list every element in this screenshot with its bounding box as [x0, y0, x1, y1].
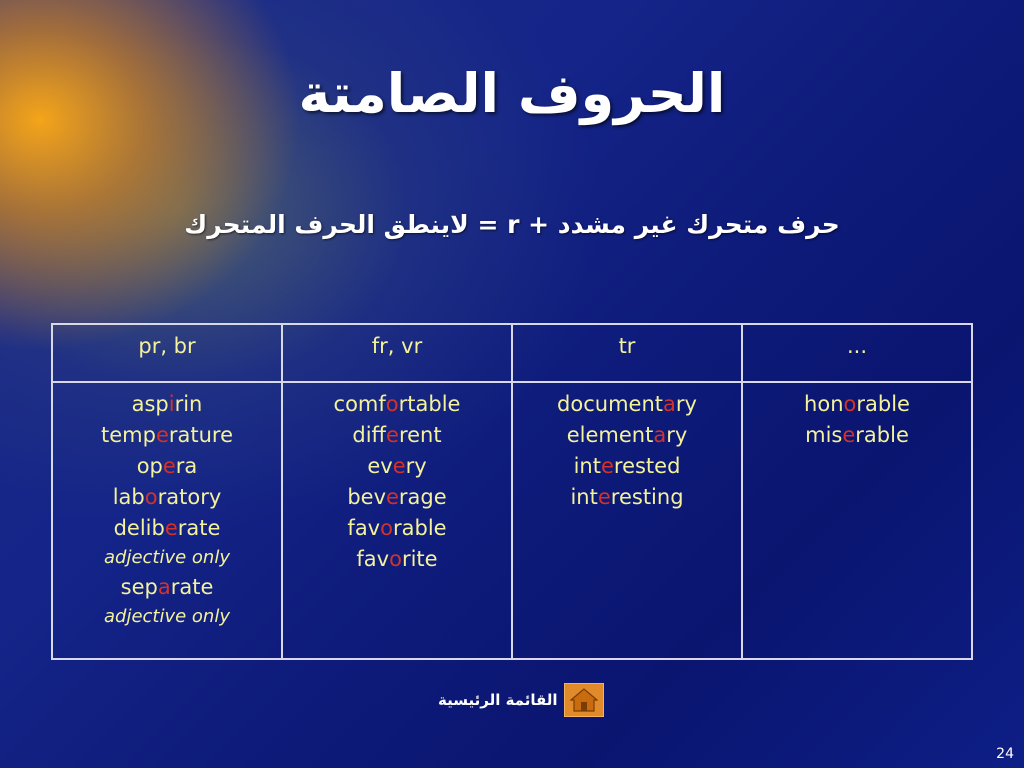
note-text: adjective only [103, 606, 230, 627]
table-header-row [52, 324, 972, 382]
column-cell [282, 382, 512, 659]
word-part: rtable [398, 392, 461, 416]
header-cell: fr, vr [282, 324, 512, 382]
word-part: rable [392, 516, 447, 540]
highlighted-vowel: e [597, 485, 611, 509]
column-cell [52, 382, 282, 659]
highlighted-vowel: a [653, 423, 667, 447]
word-part: fav [356, 547, 390, 571]
word-item [743, 389, 971, 420]
slide-title: الحروف الصامتة [298, 62, 726, 125]
word-part: asp [131, 392, 169, 416]
word-part: int [573, 454, 601, 478]
highlighted-vowel: o [843, 392, 857, 416]
word-part: resting [610, 485, 684, 509]
highlighted-vowel: e [842, 423, 856, 447]
word-part: diff [352, 423, 387, 447]
word-part: op [136, 454, 163, 478]
word-item [53, 572, 281, 603]
home-link[interactable] [438, 683, 604, 717]
word-part: rature [168, 423, 233, 447]
word-part: rate [177, 516, 221, 540]
word-part: bev [347, 485, 386, 509]
word-item [53, 389, 281, 420]
header-cell: pr, br [52, 324, 282, 382]
word-part: lab [112, 485, 145, 509]
word-item [283, 544, 511, 575]
word-item [283, 513, 511, 544]
word-part: rin [174, 392, 203, 416]
word-part: ry [666, 423, 688, 447]
word-item [283, 389, 511, 420]
highlighted-vowel: e [386, 423, 399, 447]
word-item [53, 482, 281, 513]
word-item [53, 451, 281, 482]
rule-statement: حرف متحرك غير مشدد + r = لاينطق الحرف المتحرك [184, 210, 840, 239]
word-part: ratory [157, 485, 222, 509]
highlighted-vowel: e [386, 485, 399, 509]
header-cell: ... [742, 324, 972, 382]
word-part: rage [398, 485, 447, 509]
highlighted-vowel: e [164, 516, 178, 540]
consonant-table [51, 323, 973, 660]
word-part: rent [398, 423, 442, 447]
home-button[interactable] [564, 683, 604, 717]
word-part: ry [405, 454, 427, 478]
word-part: temp [100, 423, 156, 447]
highlighted-vowel: o [389, 547, 402, 571]
note-text: adjective only [103, 547, 230, 568]
word-part: delib [113, 516, 165, 540]
home-label: القائمة الرئيسية [438, 691, 558, 709]
highlighted-vowel: o [144, 485, 158, 509]
word-part: comf [333, 392, 386, 416]
word-item [513, 451, 741, 482]
highlighted-vowel: e [600, 454, 614, 478]
word-item [513, 389, 741, 420]
highlighted-vowel: e [162, 454, 176, 478]
word-part: document [557, 392, 664, 416]
word-item [283, 451, 511, 482]
highlighted-vowel: a [157, 575, 171, 599]
home-icon [570, 688, 598, 712]
word-part: ra [175, 454, 198, 478]
word-part: rite [401, 547, 438, 571]
page-number: 24 [996, 746, 1014, 762]
highlighted-vowel: e [392, 454, 406, 478]
highlighted-vowel: o [385, 392, 399, 416]
highlighted-vowel: e [155, 423, 169, 447]
highlighted-vowel: i [168, 392, 175, 416]
word-part: mis [805, 423, 843, 447]
column-cell [742, 382, 972, 659]
word-part: rable [855, 423, 909, 447]
word-part: rested [613, 454, 681, 478]
word-part: hon [804, 392, 844, 416]
word-item [513, 482, 741, 513]
word-part: int [570, 485, 598, 509]
word-part: fav [347, 516, 381, 540]
highlighted-vowel: a [663, 392, 676, 416]
word-item [283, 482, 511, 513]
word-item [53, 420, 281, 451]
word-item [513, 420, 741, 451]
highlighted-vowel: o [380, 516, 393, 540]
word-part: element [566, 423, 654, 447]
word-part: rate [170, 575, 214, 599]
table-body-row [52, 382, 972, 659]
word-item [283, 420, 511, 451]
word-part: rable [856, 392, 910, 416]
column-cell [512, 382, 742, 659]
word-item [53, 513, 281, 544]
word-part: sep [120, 575, 158, 599]
word-part: ev [367, 454, 393, 478]
word-item [743, 420, 971, 451]
header-cell: tr [512, 324, 742, 382]
word-part: ry [675, 392, 697, 416]
